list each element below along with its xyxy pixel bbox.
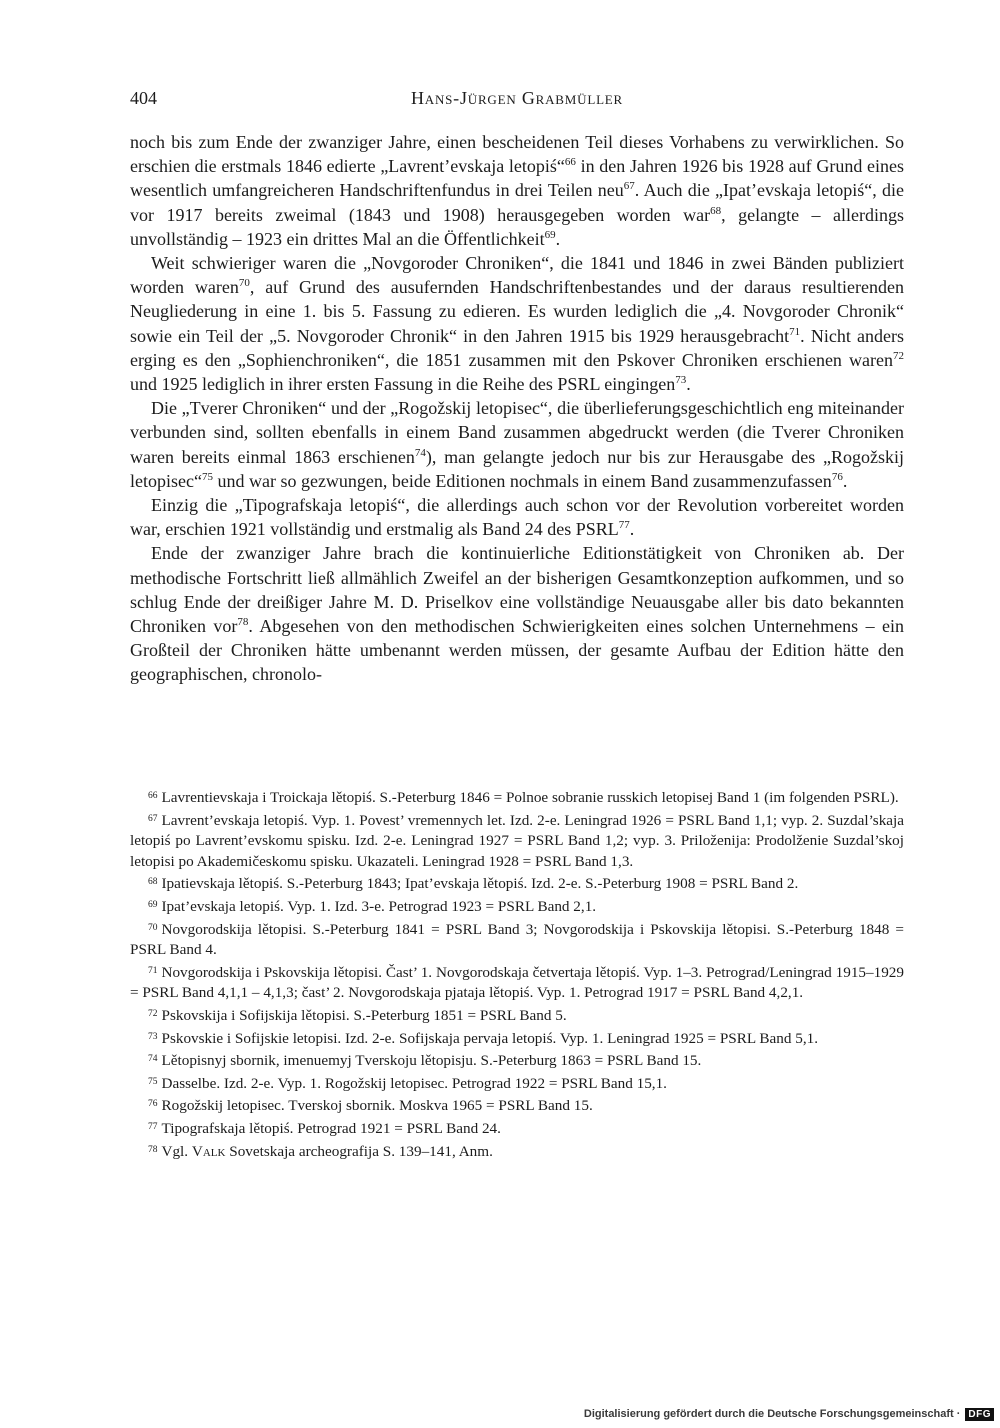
text-run: und war so gezwungen, beide Editionen nochmals in einem Band zusammenzufassen [212,470,832,491]
footnote-text: Pskovskie i Sofijskie letopisi. Izd. 2-e. Sofijskaja pervaja letopiś. Vyp. 1. Leningrad 1925 = PSRL Band 5,1. [161,1029,819,1047]
footnote-text: Rogožskij letopisec. Tverskoj sbornik. Moskva 1965 = PSRL Band 15. [161,1097,593,1115]
paragraph [130,396,904,493]
footnotes [130,786,904,1162]
footnote-reference[interactable]: 71 [789,325,801,338]
footnote-text: Tipografskaja lětopiś. Petrograd 1921 = PSRL Band 24. [161,1119,501,1137]
footnote-number: 66 [148,791,158,801]
footnote-number: 72 [148,1008,158,1019]
footnote-reference[interactable]: 67 [623,180,635,193]
footnote-reference[interactable]: 76 [831,470,843,483]
footnote-number: 71 [148,965,158,976]
text-run: . Auch die „Ipat’evskaja letopiś“, die vor 1917 bereits zweimal (1843 und 1908) herausgegeben worden war [130,180,904,225]
text-run: Einzig die „Tipografskaja letopiś“, die allerdings auch schon vor der Revolution vorbereitet worden war, erschien 1921 vollständig und erstmalig als Band 24 des PSRL [130,495,904,540]
text-run: . [842,470,848,491]
main-text [130,130,904,687]
page-number: 404 [130,88,157,108]
footnote-text: Ipatievskaja lětopiś. S.-Peterburg 1843; Ipat’evskaja lětopiś. Izd. 2-e. S.-Peterburg 1908 = PSRL Band 2. [161,875,799,893]
footnote-number: 68 [148,877,158,888]
footnote [130,809,904,873]
footnote [130,1117,904,1140]
footnote [130,961,904,1004]
text-run: ), man gelangte jedoch nur bis zur Herausgabe des „Rogožskij letopisec“ [130,446,904,491]
paragraph [130,493,904,541]
text-run: Ende der zwanziger Jahre brach die kontinuierliche Editionstätigkeit von Chroniken ab. Der methodische Fortschritt ließ allmählich Zweifel an der bisherigen Gesamtkonzeption aufkommen, und so schlug Ende der dreißiger Jahre M. D. Priselkov eine vollständige Neuausgabe aller bis dato bekannten Chroniken vor [130,543,904,637]
footnote [130,1049,904,1072]
footnote-lead: Vgl. [161,1142,192,1160]
footnote-reference[interactable]: 78 [237,616,249,629]
footnote-number: 75 [148,1076,158,1087]
footnote-number: 78 [148,1144,158,1155]
footnote [130,786,904,809]
footnote-reference[interactable]: 74 [414,446,426,459]
text-run: in den Jahren 1926 bis 1928 auf Grund eines wesentlich umfangreicheren Handschriftenfundus in drei Teilen neu [130,156,904,201]
footnote-text: Novgorodskija i Pskovskija lětopisi. Čast’ 1. Novgorodskaja četvertaja lětopiś. Vyp. 1–3. Petrograd/Leningrad 1915–1929 = PSRL Band 4,1,1 – 4,1,3; čast’ 2. Novgorodskaja pjataja lětopiś. Vyp. 1. Petrograd 1917 = PSRL Band 4,2,1. [130,963,904,1002]
text-run: . Nicht anders erging es den „Sophienchroniken“, die 1851 zusammen mit den Pskover Chroniken erschienen waren [130,325,904,370]
footnote-number: 70 [148,922,158,933]
footnote-reference[interactable]: 77 [618,519,630,532]
text-run: . [686,374,691,395]
footnote-text: Dasselbe. Izd. 2-e. Vyp. 1. Rogožskij letopisec. Petrograd 1922 = PSRL Band 15,1. [161,1074,667,1092]
footnote-reference[interactable]: 72 [893,349,904,362]
text-run: , gelangte – allerdings unvollständig – 1923 ein drittes Mal an die Öffentlichkeit [130,204,905,249]
footnote [130,1140,904,1163]
footnote-reference[interactable]: 73 [675,374,687,387]
text-run: Die „Tverer Chroniken“ und der „Rogožskij letopisec“, die überlieferungsgeschichtlich eng miteinander verbunden sind, sollten ebenfalls in einem Band zusammen abgedruckt werden (die Tverer Chroniken waren bereits einmal 1863 erschienen [130,398,904,467]
footnote-text: Novgorodskija lětopisi. S.-Peterburg 1841 = PSRL Band 3; Novgorodskija i Pskovskija lětopisi. S.-Peterburg 1848 = PSRL Band 4. [130,920,904,959]
footnote-text: Sovetskaja archeografija S. 139–141, Anm. [225,1142,493,1160]
footnote-reference[interactable]: 69 [544,228,556,241]
text-run: . [555,228,561,249]
text-run: , auf Grund des ausufernden Handschriftenbestandes und der daraus resultierenden Neugliederung in eine 1. bis 5. Fassung zu edieren. Es wurden lediglich die „4. Novgoroder Chronik“ sowie ein Teil der „5. Novgoroder Chronik“ in den Jahren 1915 bis 1929 herausgebracht [130,277,904,346]
footnote-text: Pskovskija i Sofijskija lětopisi. S.-Peterburg 1851 = PSRL Band 5. [161,1006,567,1024]
text-run: und 1925 lediglich in ihrer ersten Fassung in die Reihe des PSRL eingingen [130,374,676,395]
footnote-reference[interactable]: 70 [238,277,250,290]
text-run: . Abgesehen von den methodischen Schwierigkeiten eines solchen Unternehmens – ein Großteil der Chroniken hätte umbenannt werden müssen, der gesamte Aufbau der Edition hätte den geographischen, chronolo- [130,616,905,685]
footnote-number: 67 [148,813,158,824]
footnote-text: Lavrentievskaja i Troickaja lětopiś. S.-Peterburg 1846 = Polnoe sobranie russkich letopisej Band 1 (im folgenden PSRL). [161,789,899,806]
footnote-reference[interactable]: 68 [710,204,722,217]
footnote [130,1072,904,1095]
running-head: Hans-Jürgen Grabmüller [410,88,624,108]
digitization-credit [584,1406,994,1422]
credit-text: Digitalisierung gefördert durch die Deutsche Forschungsgemeinschaft · [583,1408,961,1420]
footnote [130,1004,904,1027]
paragraph [130,541,904,686]
paragraph [130,130,904,251]
footnote [130,1027,904,1050]
footnote-number: 77 [148,1121,158,1132]
footnote [130,918,904,961]
dfg-logo: DFG [965,1408,994,1421]
paragraph [130,251,904,396]
footnote [130,895,904,918]
footnote-text: Lavrent’evskaja letopiś. Vyp. 1. Povest’ vremennych let. Izd. 2-e. Leningrad 1926 = PSRL Band 1,1; vyp. 2. Suzdal’skaja letopiś po Lavrent’evskomu spisku. Izd. 2-e. Leningrad 1927 = PSRL Band 1,2; vyp. 3. Priloženija: Prodolženie Suzdal’skoj letopisi po Akademičeskomu spisku. Ukazateli. Leningrad 1928 = PSRL Band 1,3. [130,811,904,870]
footnote-number: 76 [148,1099,158,1110]
footnote-number: 73 [148,1031,158,1042]
footnote [130,872,904,895]
text-run: noch bis zum Ende der zwanziger Jahre, einen bescheidenen Teil dieses Vorhabens zu verwirklichen. So erschien die erstmals 1846 edierte „Lavrent’evskaja letopiś“ [130,132,904,177]
footnote-author: Valk [191,1142,226,1160]
footnote-reference[interactable]: 75 [201,470,213,483]
footnote-reference[interactable]: 66 [564,156,576,169]
text-run: . [629,519,635,540]
footnote-number: 74 [148,1054,158,1065]
footnote-text: Ipat’evskaja letopiś. Vyp. 1. Izd. 3-e. Petrograd 1923 = PSRL Band 2,1. [161,897,597,915]
text-run: Weit schwieriger waren die „Novgoroder Chroniken“, die 1841 und 1846 in zwei Bänden publiziert worden waren [130,253,904,298]
footnote [130,1094,904,1117]
footnote-text: Lětopisnyj sbornik, imenuemyj Tverskoju lětopisju. S.-Peterburg 1863 = PSRL Band 15. [161,1052,702,1070]
page-header [130,86,904,110]
footnote-number: 69 [148,899,158,910]
